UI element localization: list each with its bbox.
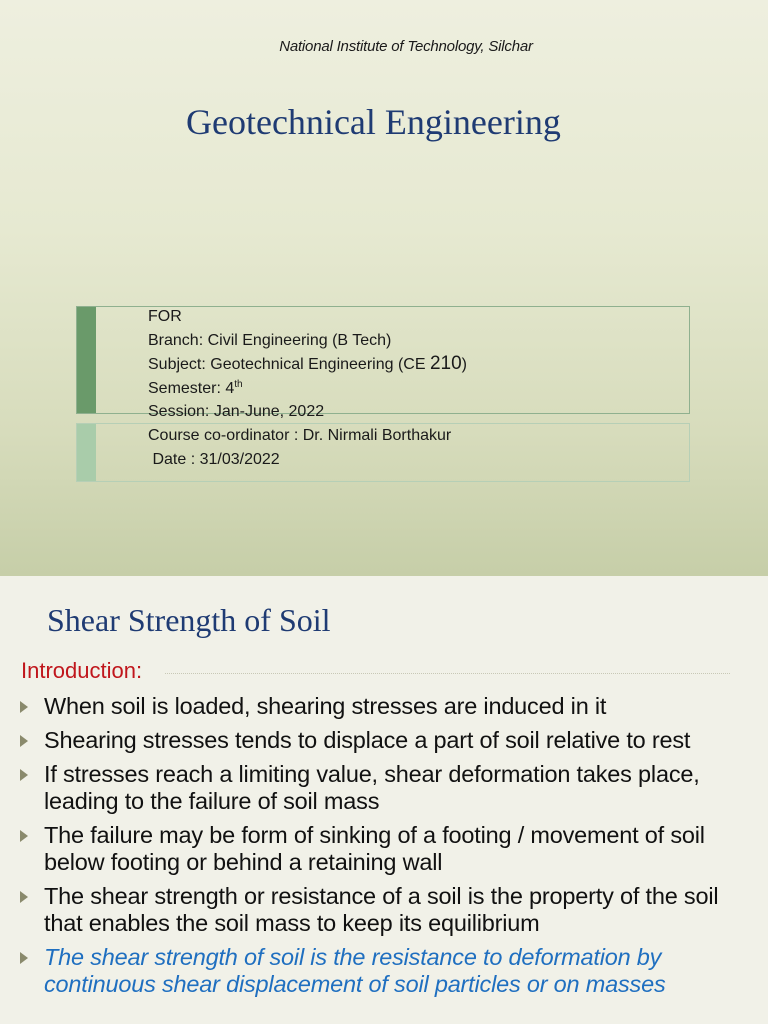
subject-line xyxy=(148,352,467,377)
slide-title: Shear Strength of Soil xyxy=(47,602,331,638)
subject-code: 210 xyxy=(429,353,462,375)
semester-prefix: Semester: 4 xyxy=(148,379,235,397)
for-label: FOR xyxy=(148,308,182,325)
bullet-text: When soil is loaded, shearing stresses are induced in it xyxy=(44,693,607,719)
semester-sup: th xyxy=(234,378,243,390)
bullet-arrow-icon xyxy=(20,891,28,903)
date-line: Date : 31/03/2022 xyxy=(148,450,280,468)
subject-prefix: Subject: Geotechnical Engineering (CE xyxy=(148,356,430,374)
bullet-arrow-icon xyxy=(20,830,28,842)
session-line: Session: Jan-June, 2022 xyxy=(148,403,325,421)
coordinator-details xyxy=(148,424,451,471)
bullet-text: The shear strength or resistance of a soil is the property of the soil that enables the soil mass to keep its equilibrium xyxy=(44,883,719,936)
bullet-text: The shear strength of soil is the resistance to deformation by continuous shear displacement of soil particles or on masses xyxy=(44,944,666,997)
dotted-divider xyxy=(165,673,730,674)
list-item-definition xyxy=(0,944,768,998)
institute-name: National Institute of Technology, Silchar xyxy=(279,38,533,55)
course-details xyxy=(148,305,467,424)
bullet-text: If stresses reach a limiting value, shear deformation takes place, leading to the failure of soil mass xyxy=(44,761,700,814)
bullet-list xyxy=(0,693,768,1005)
coordinator-line: Course co-ordinator : Dr. Nirmali Borthakur xyxy=(148,427,452,444)
content-slide xyxy=(0,576,768,1024)
list-item xyxy=(0,883,768,937)
bullet-arrow-icon xyxy=(20,952,28,964)
list-item xyxy=(0,727,768,754)
bullet-arrow-icon xyxy=(20,769,28,781)
list-item xyxy=(0,761,768,815)
list-item xyxy=(0,822,768,876)
bullet-arrow-icon xyxy=(20,701,28,713)
bullet-arrow-icon xyxy=(20,735,28,747)
branch-line: Branch: Civil Engineering (B Tech) xyxy=(148,331,392,349)
list-item xyxy=(0,693,768,720)
accent-bar-light xyxy=(77,424,96,481)
section-heading: Introduction: xyxy=(21,658,143,683)
subject-suffix: ) xyxy=(461,356,467,374)
bullet-text: Shearing stresses tends to displace a part of soil relative to rest xyxy=(44,727,691,753)
slide-title: Geotechnical Engineering xyxy=(186,102,561,142)
semester-line xyxy=(148,377,467,401)
bullet-text: The failure may be form of sinking of a footing / movement of soil below footing or behind a retaining wall xyxy=(44,822,705,875)
accent-bar-dark xyxy=(77,307,96,413)
